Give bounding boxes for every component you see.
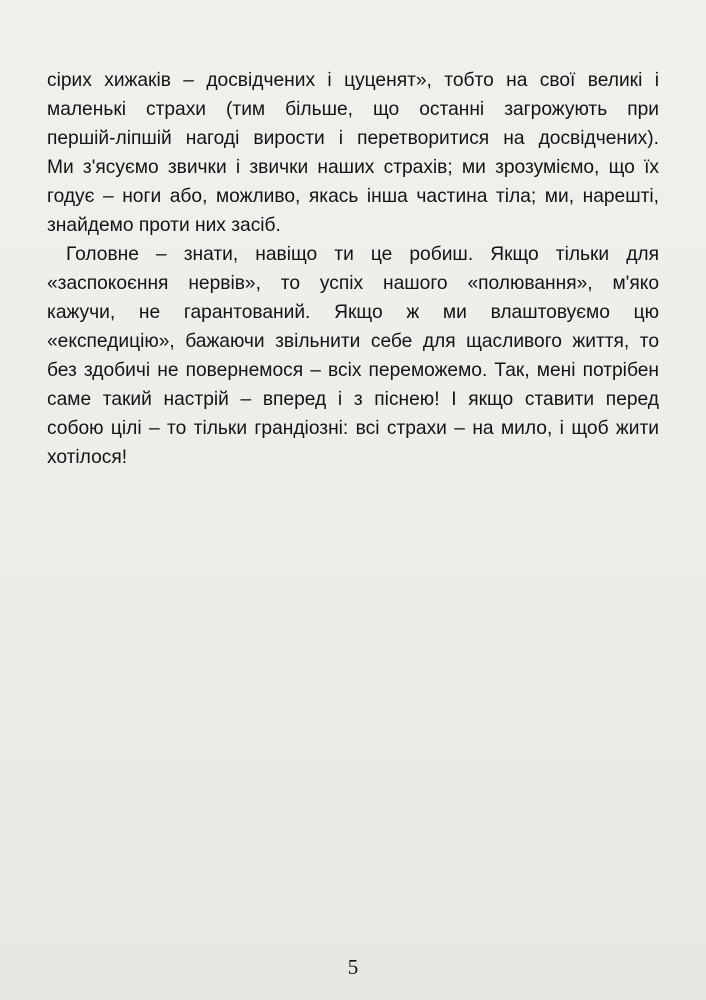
text-line: хотілося! [47,447,128,468]
page-number: 5 [347,955,359,979]
text-line: «експедицію», бажаючи звільнити себе для щасливого життя, то [47,331,659,352]
text-line: кажучи, не гарантований. Якщо ж ми влаштовуємо цю [47,302,659,323]
text-line: знайдемо проти них засіб. [47,215,281,236]
paragraph [47,240,659,472]
text-line: «заспокоєння нервів», то успіх нашого «полювання», м'яко [47,273,659,294]
text-line: Ми з'ясуємо звички і звички наших страхів; ми зрозуміємо, що їх [47,157,659,178]
text-line: сірих хижаків – досвідчених і цуценят», тобто на свої великі і [47,70,659,91]
text-line: першій-ліпшій нагоді вирости і перетворитися на досвідчених). [47,128,659,149]
text-line: Головне – знати, навіщо ти це робиш. Якщо тільки для [66,244,659,265]
paragraph [47,66,659,240]
text-line: без здобичі не повернемося – всіх переможемо. Так, мені потрібен [47,360,659,381]
text-line: саме такий настрій – вперед і з піснею! І якщо ставити перед [47,389,659,410]
text-line: годує – ноги або, можливо, якась інша частина тіла; ми, нарешті, [47,186,659,207]
text-line: собою цілі – то тільки грандіозні: всі страхи – на мило, і щоб жити [47,418,659,439]
text-line: маленькі страхи (тим більше, що останні загрожують при [47,99,659,120]
body-text [47,66,659,472]
